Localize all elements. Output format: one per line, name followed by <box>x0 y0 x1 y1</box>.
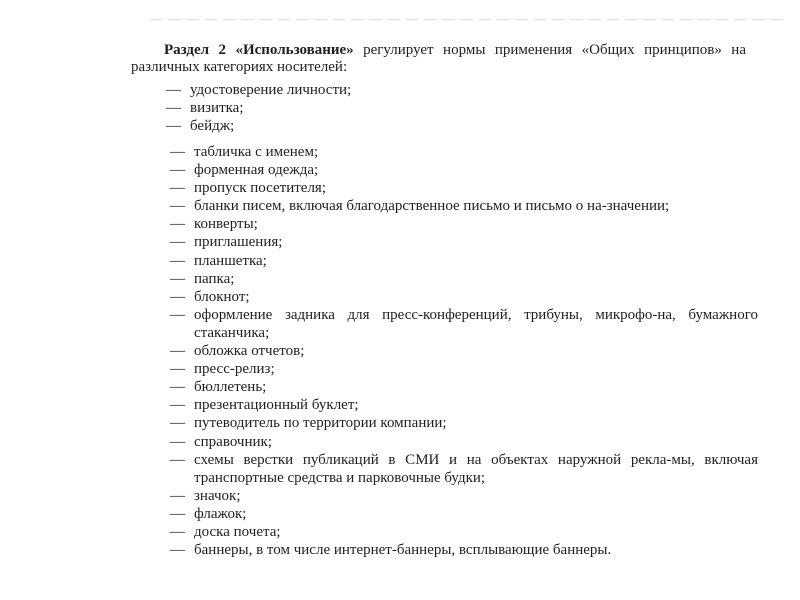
list-item <box>170 270 758 288</box>
dash-marker: — <box>166 100 181 117</box>
list-item-text: презентационный буклет; <box>194 397 359 414</box>
list-item <box>170 433 758 451</box>
list-item-text: обложка отчетов; <box>194 343 305 360</box>
list-item <box>170 233 758 251</box>
list-item <box>170 179 758 197</box>
list-item-text: планшетка; <box>194 252 267 269</box>
list-item-text: папка; <box>194 270 235 287</box>
list-item-text: путеводитель по территории компании; <box>194 415 447 432</box>
list-item <box>170 360 758 378</box>
list-item <box>170 451 758 487</box>
dash-marker: — <box>170 234 185 251</box>
list-item <box>170 161 758 179</box>
dash-marker: — <box>166 82 181 98</box>
list-item <box>166 81 726 99</box>
list-item-text: блокнот; <box>194 288 250 305</box>
media-list-primary <box>166 81 726 135</box>
list-item-text: доска почета; <box>194 523 281 540</box>
dash-marker: — <box>170 144 185 160</box>
list-item-text: значок; <box>194 487 241 504</box>
list-item-text: удостоверение личности; <box>190 82 352 98</box>
list-item <box>170 378 758 396</box>
dash-marker: — <box>170 379 185 396</box>
dash-marker: — <box>170 162 185 179</box>
dash-marker: — <box>170 397 185 414</box>
intro-text <box>131 42 746 76</box>
intro-paragraph <box>131 42 746 76</box>
list-item <box>166 117 726 135</box>
media-list-secondary <box>170 143 758 559</box>
dash-marker: — <box>170 451 185 468</box>
list-item-text: баннеры, в том числе интернет-баннеры, всплывающие баннеры. <box>194 542 612 559</box>
list-item <box>170 487 758 505</box>
list-item-text: оформление задника для пресс-конференций, трибуны, микрофо-на, бумажного стаканчика; <box>194 306 758 341</box>
dash-marker: — <box>170 216 185 233</box>
section-label: Раздел 2 «Использование» <box>164 42 354 58</box>
dash-marker: — <box>170 288 185 305</box>
list-item <box>170 252 758 270</box>
list-item <box>170 414 758 432</box>
list-item <box>170 342 758 360</box>
list-item-text: табличка с именем; <box>194 144 319 160</box>
list-item-text: пропуск посетителя; <box>194 180 326 197</box>
list-item <box>170 143 758 161</box>
list-item <box>170 288 758 306</box>
dash-marker: — <box>170 361 185 378</box>
list-item <box>170 197 758 215</box>
dash-marker: — <box>170 542 185 559</box>
dash-marker: — <box>170 415 185 432</box>
list-item-text: флажок; <box>194 505 247 522</box>
list-item <box>170 396 758 414</box>
list-item-text: пресс-релиз; <box>194 361 275 378</box>
dash-marker: — <box>170 270 185 287</box>
list-item-text: схемы верстки публикаций в СМИ и на объектах наружной рекла-мы, включая транспортные средства и парковочные будки; <box>194 451 758 486</box>
list-item <box>170 541 758 559</box>
list-item-text: бейдж; <box>190 118 235 135</box>
intro-rest: регулирует нормы применения «Общих принципов» на различных категориях носителей: <box>131 42 746 75</box>
list-item-text: бланки писем, включая благодарственное письмо и письмо о на-значении; <box>194 198 670 215</box>
list-item <box>166 99 726 117</box>
dash-marker: — <box>170 487 185 504</box>
dash-marker: — <box>170 343 185 360</box>
dash-marker: — <box>170 306 185 323</box>
dash-marker: — <box>170 252 185 269</box>
dash-marker: — <box>170 180 185 197</box>
list-item <box>170 306 758 342</box>
list-item-text: приглашения; <box>194 234 283 251</box>
dash-marker: — <box>170 505 185 522</box>
dash-marker: — <box>170 198 185 215</box>
list-item <box>170 505 758 523</box>
dash-marker: — <box>170 523 185 540</box>
list-item <box>170 215 758 233</box>
dash-marker: — <box>170 433 185 450</box>
list-item-text: визитка; <box>190 100 244 117</box>
list-item-text: справочник; <box>194 433 272 450</box>
list-item <box>170 523 758 541</box>
list-item-text: форменная одежда; <box>194 162 319 179</box>
cropped-header-line: — — — — — — — — — — — — — — — — — — — — — — — — — — — — — — — — — — — <box>150 11 785 26</box>
list-item-text: бюллетень; <box>194 379 267 396</box>
dash-marker: — <box>166 118 181 135</box>
list-item-text: конверты; <box>194 216 258 233</box>
